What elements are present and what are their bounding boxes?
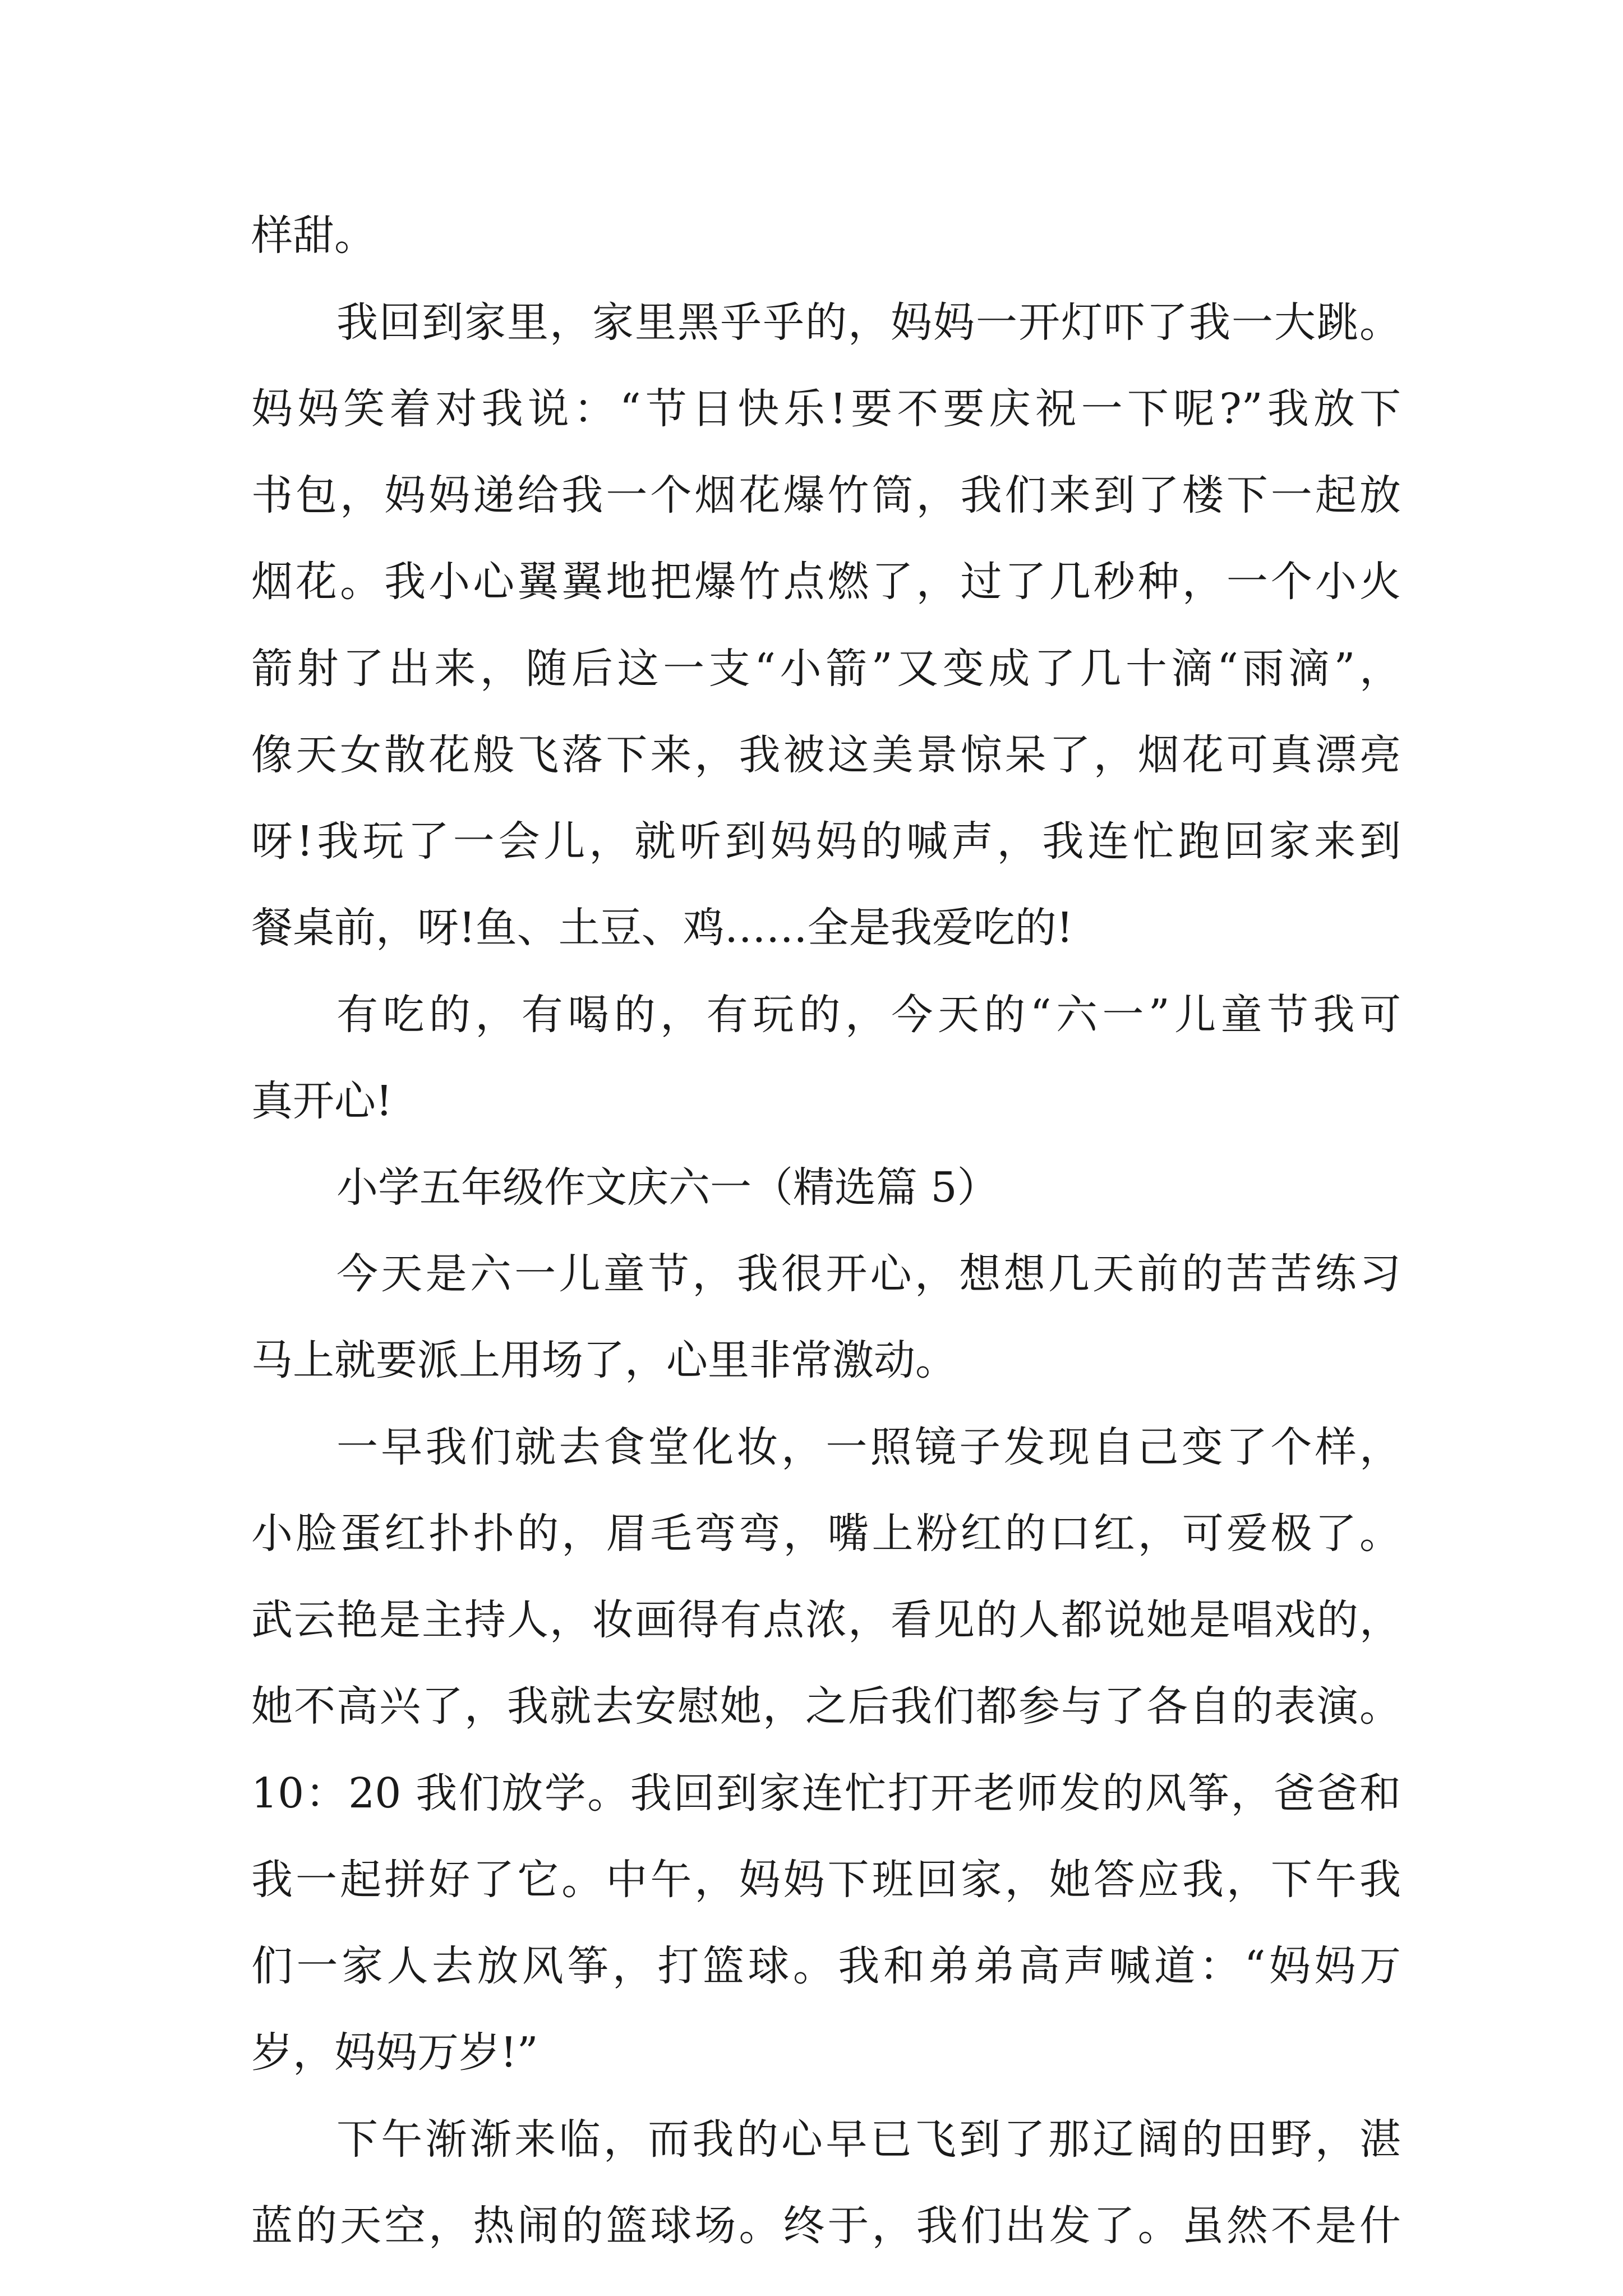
text-line: 她不高兴了，我就去安慰她，之后我们都参与了各自的表演。 [251, 1682, 1401, 1731]
text-line: 样甜。 [251, 211, 376, 260]
paragraph-first-line: 今天是六一儿童节，我很开心，想想几天前的苦苦练习 [336, 1250, 1401, 1298]
paragraph-first-line: 我回到家里，家里黑乎乎的，妈妈一开灯吓了我一大跳。 [336, 298, 1401, 347]
text-line: 真开心! [251, 1077, 393, 1125]
text-line: 我一起拼好了它。中午，妈妈下班回家，她答应我，下午我 [251, 1856, 1401, 1904]
text-line: 小脸蛋红扑扑的，眉毛弯弯，嘴上粉红的口红，可爱极了。 [251, 1510, 1401, 1558]
text-line: 10：20 我们放学。我回到家连忙打开老师发的风筝，爸爸和 [251, 1769, 1401, 1818]
text-line: 马上就要派上用场了，心里非常激动。 [251, 1336, 957, 1384]
text-line: 蓝的天空，热闹的篮球场。终于，我们出发了。虽然不是什 [251, 2202, 1401, 2250]
text-line: 箭射了出来，随后这一支“小箭”又变成了几十滴“雨滴”， [251, 645, 1401, 693]
text-line: 岁，妈妈万岁!” [251, 2028, 538, 2077]
text-line: 像天女散花般飞落下来，我被这美景惊呆了，烟花可真漂亮 [251, 731, 1401, 779]
text-line: 们一家人去放风筝，打篮球。我和弟弟高声喊道：“妈妈万 [251, 1942, 1401, 1990]
text-line: 餐桌前，呀!鱼、土豆、鸡……全是我爱吃的! [251, 904, 1073, 952]
text-line: 烟花。我小心翼翼地把爆竹点燃了，过了几秒种，一个小火 [251, 558, 1401, 606]
text-line: 武云艳是主持人，妆画得有点浓，看见的人都说她是唱戏的， [251, 1596, 1401, 1644]
text-line: 书包，妈妈递给我一个烟花爆竹筒，我们来到了楼下一起放 [251, 471, 1401, 519]
paragraph-first-line: 下午渐渐来临，而我的心早已飞到了那辽阔的田野，湛 [336, 2115, 1401, 2164]
text-line: 呀!我玩了一会儿，就听到妈妈的喊声，我连忙跑回家来到 [251, 817, 1401, 866]
paragraph-first-line: 一早我们就去食堂化妆，一照镜子发现自己变了个样， [336, 1423, 1401, 1471]
text-line: 妈妈笑着对我说：“节日快乐!要不要庆祝一下呢?”我放下 [251, 385, 1401, 433]
section-heading: 小学五年级作文庆六一（精选篇 5） [336, 1163, 999, 1212]
paragraph-first-line: 有吃的，有喝的，有玩的，今天的“六一”儿童节我可 [336, 991, 1401, 1039]
